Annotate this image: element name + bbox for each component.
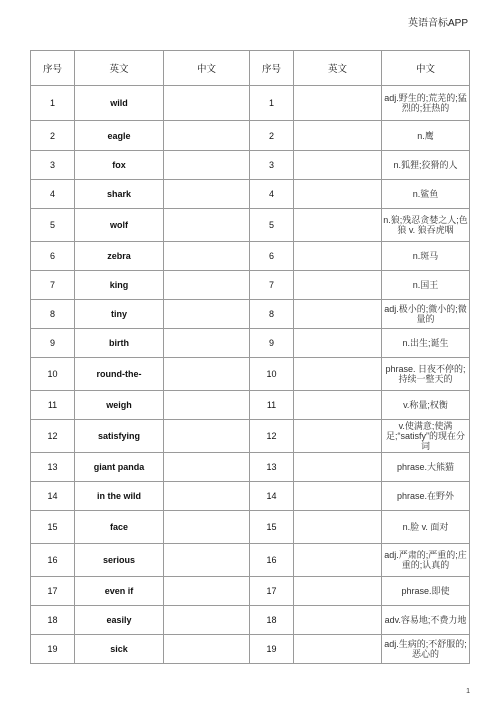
column-header-chinese: 中文: [382, 51, 470, 86]
index-cell: 6: [31, 242, 75, 271]
english-word-cell: tiny: [75, 300, 164, 329]
english-word-blank-cell: [294, 358, 382, 391]
index-cell: 11: [250, 391, 294, 420]
index-cell: 12: [250, 420, 294, 453]
column-header-index: 序号: [31, 51, 75, 86]
english-word-cell: fox: [75, 151, 164, 180]
chinese-meaning-blank-cell: [164, 209, 250, 242]
index-cell: 5: [250, 209, 294, 242]
english-word-blank-cell: [294, 271, 382, 300]
index-cell: 7: [250, 271, 294, 300]
chinese-meaning-cell: adj.野生的;荒芜的;猛烈的;狂热的: [382, 86, 470, 121]
english-word-blank-cell: [294, 209, 382, 242]
index-cell: 4: [31, 180, 75, 209]
table-row: [31, 300, 470, 329]
table-row: [31, 271, 470, 300]
index-cell: 1: [250, 86, 294, 121]
index-cell: 19: [250, 635, 294, 664]
table-row: [31, 391, 470, 420]
chinese-meaning-blank-cell: [164, 635, 250, 664]
index-cell: 14: [250, 482, 294, 511]
index-cell: 8: [31, 300, 75, 329]
index-cell: 18: [250, 606, 294, 635]
english-word-blank-cell: [294, 577, 382, 606]
table-row: [31, 420, 470, 453]
english-word-blank-cell: [294, 86, 382, 121]
table-row: [31, 544, 470, 577]
page-number: 1: [466, 688, 470, 695]
english-word-cell: easily: [75, 606, 164, 635]
chinese-meaning-cell: phrase.即使: [382, 577, 470, 606]
table-row: [31, 358, 470, 391]
english-word-cell: wolf: [75, 209, 164, 242]
chinese-meaning-blank-cell: [164, 86, 250, 121]
table-row: [31, 329, 470, 358]
index-cell: 10: [250, 358, 294, 391]
index-cell: 18: [31, 606, 75, 635]
english-word-cell: in the wild: [75, 482, 164, 511]
english-word-blank-cell: [294, 453, 382, 482]
index-cell: 15: [31, 511, 75, 544]
column-header-english: 英文: [75, 51, 164, 86]
english-word-blank-cell: [294, 121, 382, 151]
chinese-meaning-cell: phrase. 日夜不停的;持续一整天的: [382, 358, 470, 391]
table-row: [31, 577, 470, 606]
index-cell: 13: [31, 453, 75, 482]
index-cell: 15: [250, 511, 294, 544]
index-cell: 7: [31, 271, 75, 300]
english-word-cell: sick: [75, 635, 164, 664]
chinese-meaning-blank-cell: [164, 606, 250, 635]
index-cell: 3: [31, 151, 75, 180]
english-word-cell: satisfying: [75, 420, 164, 453]
chinese-meaning-blank-cell: [164, 544, 250, 577]
chinese-meaning-cell: adj.生病的;不舒服的;恶心的: [382, 635, 470, 664]
table-row: [31, 511, 470, 544]
english-word-blank-cell: [294, 511, 382, 544]
table-row: [31, 453, 470, 482]
table-row: [31, 86, 470, 121]
chinese-meaning-cell: v.称量;权衡: [382, 391, 470, 420]
index-cell: 17: [250, 577, 294, 606]
english-word-cell: birth: [75, 329, 164, 358]
index-cell: 9: [31, 329, 75, 358]
english-word-cell: wild: [75, 86, 164, 121]
chinese-meaning-blank-cell: [164, 242, 250, 271]
table-row: [31, 209, 470, 242]
index-cell: 12: [31, 420, 75, 453]
index-cell: 17: [31, 577, 75, 606]
table-row: [31, 606, 470, 635]
index-cell: 13: [250, 453, 294, 482]
english-word-cell: shark: [75, 180, 164, 209]
chinese-meaning-blank-cell: [164, 577, 250, 606]
index-cell: 9: [250, 329, 294, 358]
english-word-blank-cell: [294, 544, 382, 577]
index-cell: 3: [250, 151, 294, 180]
english-word-cell: even if: [75, 577, 164, 606]
index-cell: 2: [31, 121, 75, 151]
chinese-meaning-blank-cell: [164, 511, 250, 544]
chinese-meaning-cell: n.狼;残忍贪婪之人;色狼 v. 狼吞虎咽: [382, 209, 470, 242]
column-header-index: 序号: [250, 51, 294, 86]
english-word-cell: eagle: [75, 121, 164, 151]
chinese-meaning-cell: n.鲨鱼: [382, 180, 470, 209]
english-word-blank-cell: [294, 420, 382, 453]
english-word-blank-cell: [294, 300, 382, 329]
chinese-meaning-blank-cell: [164, 453, 250, 482]
english-word-cell: weigh: [75, 391, 164, 420]
english-word-blank-cell: [294, 482, 382, 511]
index-cell: 10: [31, 358, 75, 391]
index-cell: 14: [31, 482, 75, 511]
chinese-meaning-blank-cell: [164, 271, 250, 300]
chinese-meaning-cell: phrase.在野外: [382, 482, 470, 511]
index-cell: 2: [250, 121, 294, 151]
column-header-english: 英文: [294, 51, 382, 86]
chinese-meaning-cell: n.脸 v. 面对: [382, 511, 470, 544]
chinese-meaning-blank-cell: [164, 358, 250, 391]
chinese-meaning-cell: n.狐狸;狡猾的人: [382, 151, 470, 180]
chinese-meaning-cell: adj.严肃的;严重的;庄重的;认真的: [382, 544, 470, 577]
english-word-cell: round-the-: [75, 358, 164, 391]
index-cell: 1: [31, 86, 75, 121]
english-word-blank-cell: [294, 391, 382, 420]
index-cell: 16: [250, 544, 294, 577]
english-word-blank-cell: [294, 635, 382, 664]
english-word-cell: king: [75, 271, 164, 300]
chinese-meaning-blank-cell: [164, 391, 250, 420]
chinese-meaning-cell: adv.容易地;不费力地: [382, 606, 470, 635]
english-word-blank-cell: [294, 242, 382, 271]
chinese-meaning-cell: v.使满意;使满足;“satisfy”的现在分词: [382, 420, 470, 453]
chinese-meaning-blank-cell: [164, 329, 250, 358]
chinese-meaning-cell: adj.极小的;微小的;微量的: [382, 300, 470, 329]
table-row: [31, 151, 470, 180]
chinese-meaning-cell: n.斑马: [382, 242, 470, 271]
vocabulary-table: [30, 50, 470, 664]
column-header-chinese: 中文: [164, 51, 250, 86]
table-row: [31, 482, 470, 511]
english-word-blank-cell: [294, 151, 382, 180]
english-word-cell: face: [75, 511, 164, 544]
table-header-row: [31, 51, 470, 86]
index-cell: 4: [250, 180, 294, 209]
index-cell: 11: [31, 391, 75, 420]
chinese-meaning-blank-cell: [164, 121, 250, 151]
table-row: [31, 635, 470, 664]
table-row: [31, 180, 470, 209]
chinese-meaning-blank-cell: [164, 482, 250, 511]
app-title: 英语音标APP: [407, 18, 468, 29]
index-cell: 5: [31, 209, 75, 242]
english-word-blank-cell: [294, 180, 382, 209]
english-word-cell: serious: [75, 544, 164, 577]
index-cell: 6: [250, 242, 294, 271]
chinese-meaning-blank-cell: [164, 300, 250, 329]
english-word-cell: zebra: [75, 242, 164, 271]
chinese-meaning-blank-cell: [164, 180, 250, 209]
chinese-meaning-cell: n.鹰: [382, 121, 470, 151]
chinese-meaning-cell: n.出生;诞生: [382, 329, 470, 358]
chinese-meaning-cell: phrase.大熊猫: [382, 453, 470, 482]
index-cell: 16: [31, 544, 75, 577]
chinese-meaning-cell: n.国王: [382, 271, 470, 300]
english-word-cell: giant panda: [75, 453, 164, 482]
table-row: [31, 121, 470, 151]
english-word-blank-cell: [294, 606, 382, 635]
index-cell: 8: [250, 300, 294, 329]
chinese-meaning-blank-cell: [164, 420, 250, 453]
index-cell: 19: [31, 635, 75, 664]
english-word-blank-cell: [294, 329, 382, 358]
table-row: [31, 242, 470, 271]
chinese-meaning-blank-cell: [164, 151, 250, 180]
